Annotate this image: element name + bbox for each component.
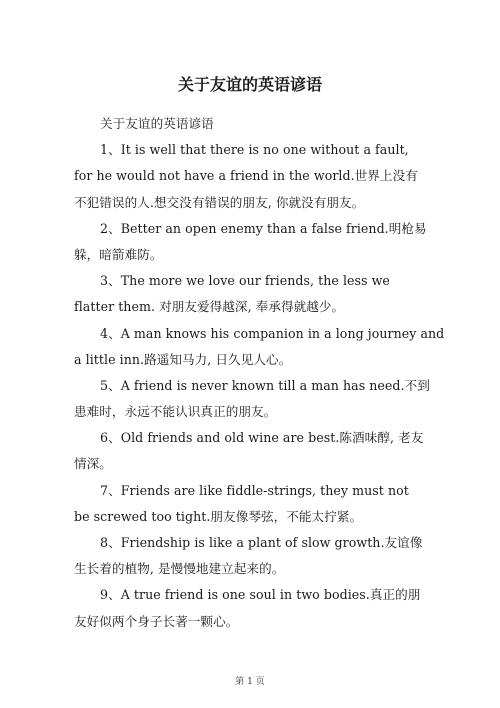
- text-line: flatter them. 对朋友爱得越深, 奉承得就越少。: [74, 299, 345, 315]
- text-line: a little inn.路遥知马力, 日久见人心。: [74, 351, 292, 367]
- text-line: 9、A true friend is one soul in two bodies.真正的朋: [100, 587, 421, 603]
- document-body: [74, 111, 445, 635]
- text-line: 8、Friendship is like a plant of slow growth.友谊像: [100, 535, 423, 550]
- text-line: 不犯错误的人.想交没有错误的朋友, 你就没有朋友。: [74, 194, 365, 210]
- page-number: 第 1 页: [235, 677, 265, 687]
- text-line: 3、The more we love our friends, the less we: [100, 273, 390, 289]
- text-line: for he would not have a friend in the world.世界上没有: [74, 168, 418, 184]
- text-line: 躲，暗箭难防。: [74, 246, 163, 262]
- text-line: 患难时，永远不能认识真正的朋友。: [74, 404, 277, 420]
- text-line: 5、A friend is never known till a man has need.不到: [100, 377, 430, 393]
- text-line: 2、Better an open enemy than a false friend.明枪易: [100, 220, 427, 236]
- text-line: 7、Friends are like fiddle-strings, they must not: [100, 482, 409, 498]
- text-line: 6、Old friends and old wine are best.陈酒味醇, 老友: [100, 430, 424, 446]
- document-title: 关于友谊的英语谚语: [177, 75, 322, 94]
- text-line: 友好似两个身子长著一颗心。: [74, 613, 239, 629]
- text-line: 4、A man knows his companion in a long journey and: [100, 325, 445, 341]
- text-line: 生长着的植物, 是慢慢地建立起来的。: [74, 561, 285, 577]
- text-line: be screwed too tight.朋友像琴弦，不能太拧紧。: [74, 508, 363, 524]
- subtitle-line: 关于友谊的英语谚语: [100, 116, 214, 131]
- text-line: 情深。: [74, 456, 112, 472]
- text-line: 1、It is well that there is no one without a fault,: [100, 142, 409, 158]
